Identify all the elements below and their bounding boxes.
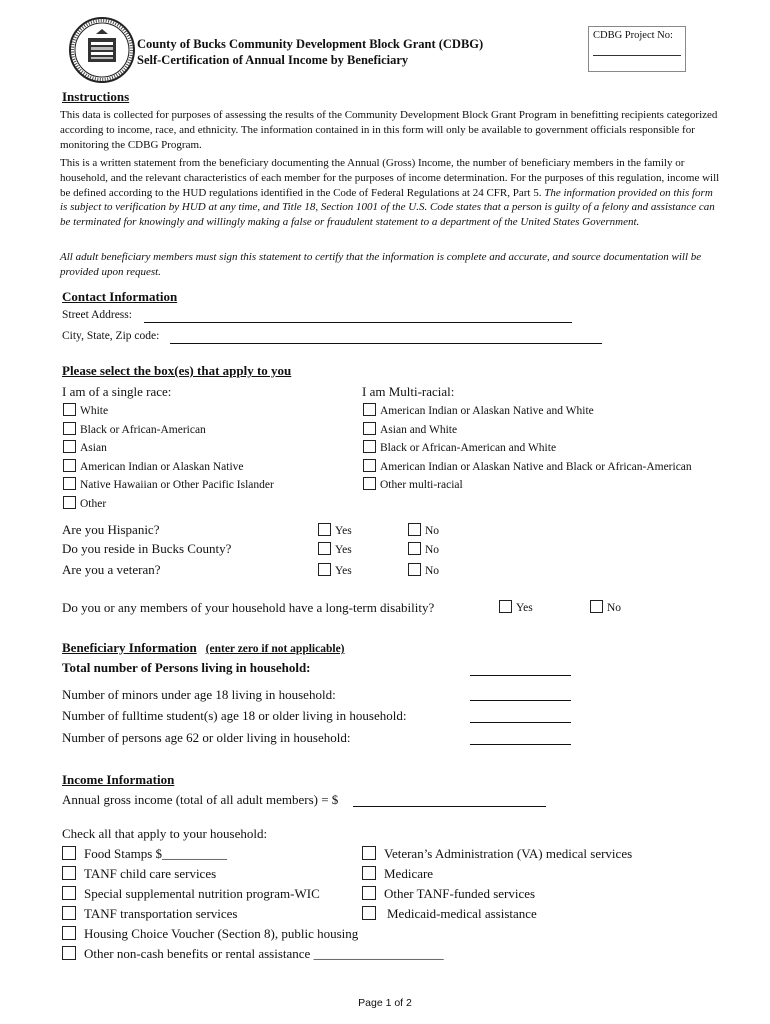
income-option-va-medical[interactable]	[362, 846, 632, 862]
checkbox[interactable]	[363, 459, 376, 472]
no-label: No	[425, 544, 440, 556]
veteran-no[interactable]	[408, 563, 439, 577]
checkbox[interactable]	[362, 886, 376, 900]
option-label: Native Hawaiian or Other Pacific Islander	[80, 479, 274, 491]
multi-racial-label: I am Multi-racial:	[362, 384, 455, 399]
checkbox[interactable]	[363, 422, 376, 435]
instructions-paragraph-1: This data is collected for purposes of assessing the results of the Community Development Block Grant Program in benefitting recipients categorized according to income, race, and ethnicity. The information contained in in this form will only be available to government officials responsible for monitoring the CDBG Program.	[60, 109, 718, 151]
yes-label: Yes	[335, 565, 352, 577]
yes-label: Yes	[335, 544, 352, 556]
checkbox[interactable]	[62, 906, 76, 920]
city-state-zip-field[interactable]	[170, 343, 602, 344]
street-address-row	[62, 309, 132, 321]
no-label: No	[607, 602, 622, 614]
checkbox[interactable]	[362, 906, 376, 920]
option-label: Veteran’s Administration (VA) medical services	[384, 846, 633, 861]
checkbox[interactable]	[63, 403, 76, 416]
disability-yes[interactable]	[499, 600, 533, 614]
option-label: Medicare	[384, 866, 434, 881]
checkbox[interactable]	[63, 496, 76, 509]
checkbox[interactable]	[499, 600, 512, 613]
check-all-label: Check all that apply to your household:	[62, 826, 268, 841]
checkbox[interactable]	[62, 926, 76, 940]
instructions-heading: Instructions	[62, 89, 130, 104]
veteran-yes[interactable]	[318, 563, 352, 577]
annual-income-field[interactable]	[353, 806, 546, 807]
no-label: No	[425, 565, 440, 577]
option-label: Asian and White	[380, 424, 458, 436]
option-label: Black or African-American	[80, 424, 206, 436]
instructions-paragraph-3-text: All adult beneficiary members must sign this statement to certify that the information is complete and accurate, and source documentation will be provided upon request.	[60, 251, 702, 278]
option-label: Food Stamps $__________	[84, 846, 228, 861]
project-number-field[interactable]	[593, 55, 681, 56]
income-option-other-tanf[interactable]	[362, 886, 535, 902]
beneficiary-heading	[62, 639, 345, 657]
checkbox[interactable]	[362, 866, 376, 880]
income-option-medicare[interactable]	[362, 866, 433, 882]
race-option-black[interactable]	[63, 422, 206, 436]
beneficiary-note: (enter zero if not applicable)	[205, 643, 345, 655]
disability-no[interactable]	[590, 600, 621, 614]
city-state-zip-row	[62, 330, 159, 342]
seniors-label: Number of persons age 62 or older living in household:	[62, 730, 351, 745]
option-label: American Indian or Alaskan Native	[80, 461, 244, 473]
instructions-paragraph-2-warning: The information provided on this form is subject to verification by HUD at any time, and Title 18, Section 1001 of the U.S. Code states that a person is guilty of a felony and assistance can be terminated for knowingly and willingly making a false or fraudulent statement to a department of the United States Government.	[60, 186, 715, 229]
no-label: No	[425, 525, 440, 537]
checkbox[interactable]	[63, 440, 76, 453]
form-title	[137, 36, 483, 68]
option-label: American Indian or Alaskan Native and Black or African-American	[380, 461, 692, 473]
yes-label: Yes	[335, 525, 352, 537]
income-option-tanf-child-care[interactable]	[62, 866, 216, 882]
checkbox[interactable]	[408, 542, 421, 555]
street-address-label: Street Address:	[62, 309, 132, 321]
students-label: Number of fulltime student(s) age 18 or older living in household:	[62, 708, 407, 723]
hispanic-no[interactable]	[408, 523, 439, 537]
checkbox[interactable]	[318, 542, 331, 555]
students-field[interactable]	[470, 722, 571, 723]
checkbox[interactable]	[318, 523, 331, 536]
total-persons-label: Total number of Persons living in household:	[62, 660, 311, 675]
income-option-medicaid[interactable]	[362, 906, 537, 922]
race-option-native-hawaiian[interactable]	[63, 477, 274, 491]
option-label: TANF child care services	[84, 866, 217, 881]
page-number: Page 1 of 2	[358, 997, 412, 1009]
checkbox[interactable]	[363, 440, 376, 453]
hispanic-yes[interactable]	[318, 523, 352, 537]
bucks-no[interactable]	[408, 542, 439, 556]
multi-option-black-white[interactable]	[363, 440, 556, 454]
single-race-label: I am of a single race:	[62, 384, 172, 399]
option-label: Special supplemental nutrition program-WIC	[84, 886, 320, 901]
checkbox[interactable]	[363, 403, 376, 416]
option-label: Asian	[80, 442, 107, 454]
race-option-other[interactable]	[63, 496, 106, 510]
income-option-tanf-transport[interactable]	[62, 906, 237, 922]
checkbox[interactable]	[62, 946, 76, 960]
county-seal-logo	[68, 16, 136, 84]
hispanic-question: Are you Hispanic?	[62, 522, 160, 537]
checkbox[interactable]	[590, 600, 603, 613]
minors-field[interactable]	[470, 700, 571, 701]
checkbox[interactable]	[63, 477, 76, 490]
multi-option-asian-white[interactable]	[363, 422, 457, 436]
income-option-wic[interactable]	[62, 886, 320, 902]
project-number-label: CDBG Project No:	[593, 30, 673, 41]
race-heading: Please select the box(es) that apply to you	[62, 363, 292, 378]
option-label: Other multi-racial	[380, 479, 463, 491]
option-label: American Indian or Alaskan Native and White	[380, 405, 594, 417]
option-label: Black or African-American and White	[380, 442, 557, 454]
option-label: Medicaid-medical assistance	[387, 906, 537, 921]
instructions-paragraph-3	[60, 250, 720, 280]
checkbox[interactable]	[62, 866, 76, 880]
option-label: White	[80, 405, 109, 417]
checkbox[interactable]	[62, 846, 76, 860]
income-heading: Income Information	[62, 772, 175, 787]
checkbox[interactable]	[362, 846, 376, 860]
disability-question: Do you or any members of your household have a long-term disability?	[62, 600, 435, 615]
race-option-white[interactable]	[63, 403, 108, 417]
checkbox[interactable]	[63, 422, 76, 435]
option-label: TANF transportation services	[84, 906, 238, 921]
annual-income-label: Annual gross income (total of all adult members) = $	[62, 792, 339, 807]
yes-label: Yes	[516, 602, 533, 614]
income-option-other-noncash[interactable]	[62, 946, 444, 962]
seniors-field[interactable]	[470, 744, 571, 745]
income-option-housing-voucher[interactable]	[62, 926, 358, 942]
race-option-american-indian[interactable]	[63, 459, 244, 473]
veteran-question: Are you a veteran?	[62, 562, 161, 577]
checkbox[interactable]	[408, 523, 421, 536]
option-label: Other non-cash benefits or rental assistance ____________________	[84, 946, 444, 961]
option-label: Other	[80, 498, 107, 510]
minors-label: Number of minors under age 18 living in household:	[62, 687, 336, 702]
contact-heading: Contact Information	[62, 289, 178, 304]
race-option-asian[interactable]	[63, 440, 107, 454]
checkbox[interactable]	[363, 477, 376, 490]
checkbox[interactable]	[318, 563, 331, 576]
multi-option-ai-black[interactable]	[363, 459, 692, 473]
checkbox[interactable]	[63, 459, 76, 472]
project-number-box[interactable]	[588, 26, 686, 72]
instructions-paragraph-2	[60, 156, 720, 230]
option-label: Other TANF-funded services	[384, 886, 536, 901]
form-title-line1: County of Bucks Community Development Block Grant (CDBG)	[137, 37, 484, 51]
bucks-yes[interactable]	[318, 542, 352, 556]
beneficiary-title: Beneficiary Information	[62, 640, 197, 655]
checkbox[interactable]	[408, 563, 421, 576]
city-state-zip-label: City, State, Zip code:	[62, 330, 160, 342]
multi-option-other[interactable]	[363, 477, 463, 491]
street-address-field[interactable]	[144, 322, 572, 323]
multi-option-ai-white[interactable]	[363, 403, 594, 417]
income-option-food-stamps[interactable]	[62, 846, 227, 862]
total-persons-field[interactable]	[470, 675, 571, 676]
instructions-paragraph-2-text: This is a written statement from the beneficiary documenting the Annual (Gross) Income, the number of beneficiary members in the family or household, and the relevant characteristics of each member for the purposes of income determination. For the purposes of this regulation, income will be defined according to the HUD regulations identified in the Code of Federal Regulations at 24 CFR, Part 5.	[60, 157, 720, 199]
option-label: Housing Choice Voucher (Section 8), public housing	[84, 926, 359, 941]
checkbox[interactable]	[62, 886, 76, 900]
form-title-line2: Self-Certification of Annual Income by Beneficiary	[137, 53, 409, 67]
bucks-question: Do you reside in Bucks County?	[62, 541, 232, 556]
